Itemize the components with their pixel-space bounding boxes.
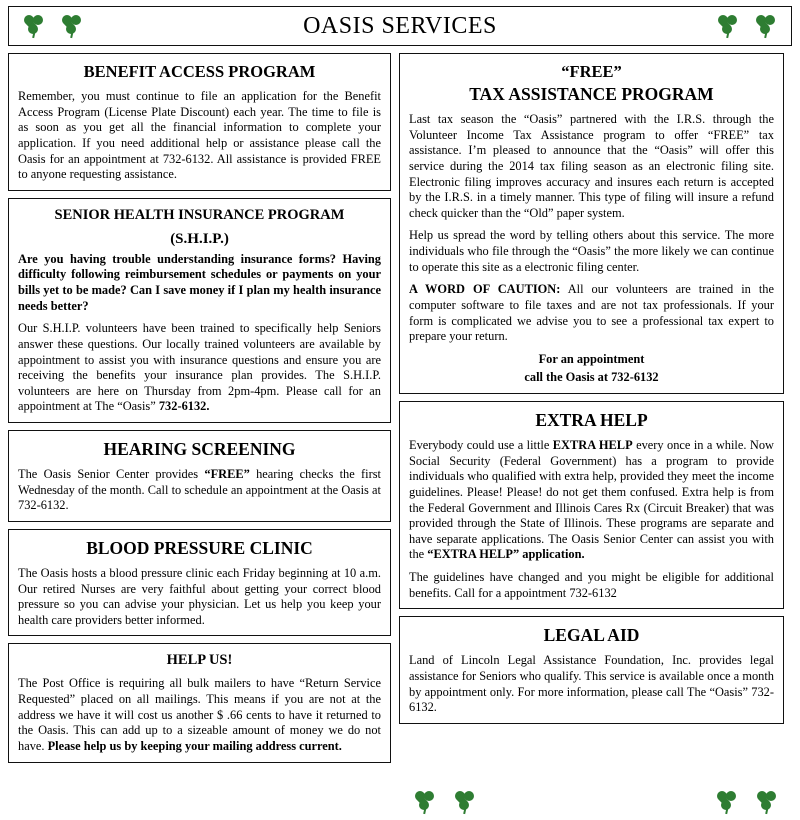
clover-icon — [755, 15, 777, 37]
extra-help-text-before: Everybody could use a little — [409, 438, 553, 452]
article-paragraph — [18, 467, 381, 514]
article-heading: EXTRA HELP — [535, 410, 648, 430]
article-paragraph: Land of Lincoln Legal Assistance Foundation, Inc. provides legal assistance for Seniors who qualify. This service is available once a month by appointment only. For more information, please call The “Oasis” 732-6132. — [409, 653, 774, 715]
appointment-line-2: call the Oasis at 732-6132 — [524, 370, 659, 385]
article-heading: LEGAL AID — [543, 625, 640, 646]
article-paragraph — [18, 321, 381, 415]
ship-body-text: Our S.H.I.P. volunteers have been trained to specifically help Seniors answer these questions. Our locally trained volunteers are available by appointment to assist you with insurance questions and ensure you are receiving the benefits your insurance plan provides. The S.H.I.P. volunteers are here on Thursday from 2pm-4pm. Please call for an appointment at The “Oasis” — [18, 321, 381, 414]
article-paragraph: The guidelines have changed and you might be eligible for additional benefits. Call for a appointment 732-6132 — [409, 570, 774, 600]
masthead — [8, 6, 792, 46]
caution-label: A WORD OF CAUTION: — [409, 282, 561, 297]
clover-icon — [756, 791, 778, 813]
article-heading-free: “FREE” — [561, 62, 622, 81]
clover-icon — [717, 15, 739, 37]
article-heading: TAX ASSISTANCE PROGRAM — [469, 84, 714, 104]
article-extra-help — [399, 401, 784, 609]
caution-text: All our volunteers are trained in the computer software to file taxes and are not tax professionals. If your form is complicated we advise you to see a professional tax expert to prepare your return. — [409, 282, 774, 344]
extra-help-bold-tail: “EXTRA HELP” application. — [427, 547, 585, 562]
article-paragraph: Help us spread the word by telling others about this service. The more individuals who file through the “Oasis” the more likely we can continue to operate this site as a electronic filing center. — [409, 228, 774, 274]
article-heading: BENEFIT ACCESS PROGRAM — [83, 62, 316, 81]
clover-icon — [716, 791, 738, 813]
masthead-clovers-right — [703, 15, 791, 37]
article-help-us — [8, 643, 391, 762]
article-subheading: (S.H.I.P.) — [170, 230, 229, 247]
article-heading: SENIOR HEALTH INSURANCE PROGRAM — [54, 206, 345, 223]
help-us-text: The Post Office is requiring all bulk mailers to have “Return Service Requested” placed on all mailings. This means if you are not at the address we have it will cost us another $ .66 cents to have it returned to the Oasis. This can add up to a sizeable amount of money we do not have. — [18, 676, 381, 753]
clover-icon — [414, 791, 436, 813]
clover-icon — [23, 15, 45, 37]
hearing-free-label: “FREE” — [204, 467, 250, 481]
article-paragraph — [18, 676, 381, 754]
right-column — [399, 53, 784, 765]
article-paragraph: The Oasis hosts a blood pressure clinic each Friday beginning at 10 a.m. Our retired Nurses are very faithful about getting your correct blood pressure so you can advise your physician. Let us help you keep your health care providers better informed. — [18, 565, 381, 627]
article-benefit-access-program — [8, 53, 391, 191]
footer-clovers-left-group — [414, 791, 476, 813]
extra-help-bold: EXTRA HELP — [552, 438, 633, 452]
help-us-bold-tail: Please help us by keeping your mailing address current. — [47, 738, 342, 753]
article-tax-assistance-program — [399, 53, 784, 394]
hearing-text-after: hearing checks the first Wednesday of the month. Call to schedule an appointment at the Oasis at 732-6132. — [18, 467, 381, 513]
article-senior-health-insurance-program — [8, 198, 391, 423]
article-heading: BLOOD PRESSURE CLINIC — [86, 537, 313, 558]
left-column — [8, 53, 391, 770]
extra-help-text-after: every once in a while. Now Social Security (Federal Government) has a program to provide individuals who qualified with extra help, provided they meet the income guidelines. Please! Please! do not get them confused. Extra help is from the Federal Government and Illinois Cares Rx (Circuit Breaker) that was provided through the State of Illinois. These programs are separate and have separate applications. The Oasis Senior Center can assist you with the — [409, 438, 774, 562]
content-columns — [8, 53, 792, 770]
footer-clovers — [8, 788, 792, 816]
ship-phone: 732-6132. — [158, 399, 210, 414]
clover-icon — [61, 15, 83, 37]
page-title: OASIS SERVICES — [303, 12, 497, 39]
article-caution — [409, 282, 774, 345]
article-blood-pressure-clinic — [8, 529, 391, 637]
article-paragraph: Last tax season the “Oasis” partnered with the I.R.S. through the Volunteer Income Tax Assistance program to offer “FREE” tax assistance. I’m pleased to announce that the “Oasis” will offer this service during the 2014 tax filing season as an electronic filing site. Electronic filing improves accuracy and insures each return is accepted by the I.R.S. in a timely manner. This type of filing will insure a refund check quicker than the “Old” paper system. — [409, 112, 774, 220]
footer-clovers-right-group — [716, 791, 778, 813]
article-paragraph: Remember, you must continue to file an application for the Benefit Access Program (License Plate Discount) each year. The time to file is as soon as you get all the financial information to complete your application. If you need additional help or assistance please call the Oasis for an appointment at 732-6132. All assistance is provided FREE to anyone requesting assistance. — [18, 89, 381, 182]
appointment-line-1: For an appointment — [538, 351, 645, 366]
hearing-text-before: The Oasis Senior Center provides — [18, 467, 205, 481]
clover-icon — [454, 791, 476, 813]
article-paragraph — [409, 438, 774, 563]
article-bold-intro: Are you having trouble understanding insurance forms? Having difficulty following reimbursement schedules or payments on your bills yet to be made? Can I save money if I plan my health insurance needs better? — [18, 251, 381, 313]
masthead-clovers-left — [9, 15, 97, 37]
article-legal-aid — [399, 616, 784, 724]
article-hearing-screening — [8, 430, 391, 522]
article-heading: HEARING SCREENING — [103, 439, 296, 459]
article-heading: HELP US! — [166, 652, 233, 669]
